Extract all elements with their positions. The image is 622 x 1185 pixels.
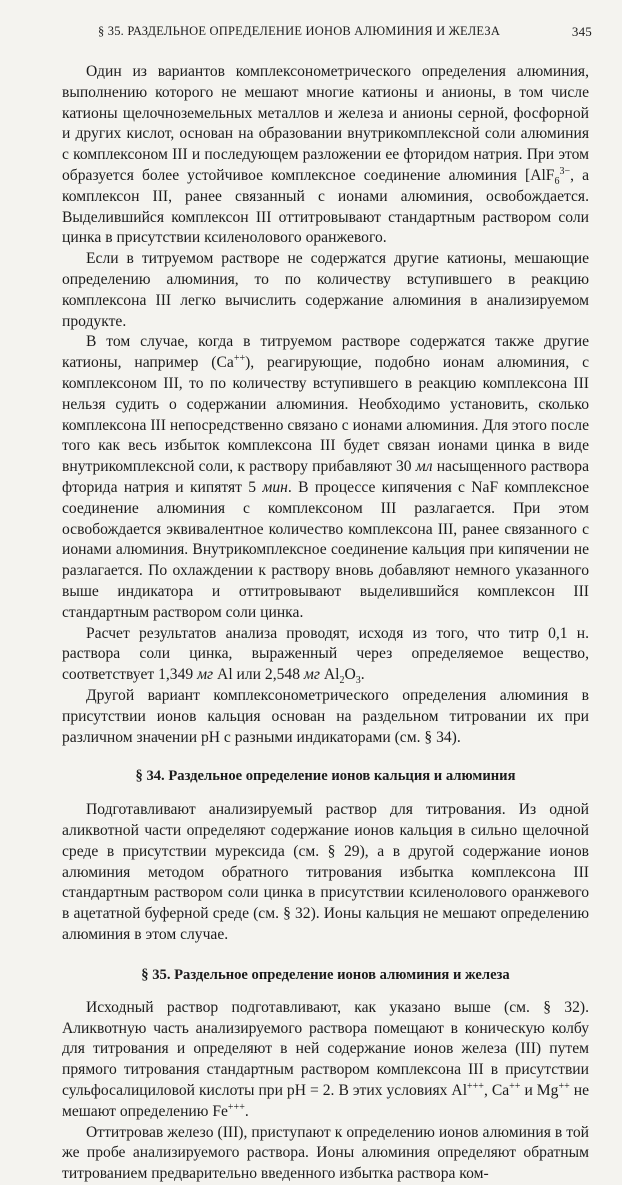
paragraph-6: Подготавливают анализируемый раствор для титрования. Из одной аликвотной части определяют содержание ионов кальция в сильно щелочной среде в присутствии мурексида (см. § 29), а в другой содержание ионов алюминия методом обратного титрования избытка комплексона III стандартным раствором соли цинка в присутствии ксиленолового оранжевого в ацетатной буферной среде (см. § 32). Ионы кальция не мешают определению алюминия в этом случае.: [62, 801, 589, 944]
paragraph-4: Расчет результатов анализа проводят, исходя из того, что титр 0,1 н. раствора соли цинка, выраженный через определяемое вещество, соответствует 1,349 мг Al или 2,548 мг $Al_2O_3$.: [62, 624, 589, 687]
body-text: [62, 62, 589, 1185]
paragraph-5: Другой вариант комплексонометрического определения алюминия в присутствии ионов кальция основан на раздельном титровании их при различном значении pH с разными индикаторами (см. § 34).: [62, 686, 589, 746]
section-heading-34: § 34. Раздельное определение ионов кальция и алюминия: [135, 768, 516, 785]
paragraph-3: В том случае, когда в титруемом растворе содержатся также другие катионы, например (Ca++), реагирующие, подобно ионам алюминия, с комплексоном III, то по количеству вступившего в реакцию комплексона III нельзя судить о содержании алюминия. Необходимо установить, сколько комплексона III непосредственно связано с ионами алюминия. Для этого после того как весь избыток комплексона III будет связан ионами цинка в виде внутрикомплексной соли, к раствору прибавляют 30 мл насыщенного раствора фторида натрия и кипятят 5 мин. В процессе кипячения с NaF комплексное соединение алюминия с комплексоном III разлагается. При этом освобождается эквивалентное количество комплексона III, ранее связанного с ионами алюминия. Внутрикомплексное соединение кальция при кипячении не разлагается. По охлаждении к раствору вновь добавляют немного указанного выше индикатора и оттитровывают выделившийся комплексон III стандартным раствором соли цинка.: [62, 333, 589, 621]
running-title: § 35. РАЗДЕЛЬНОЕ ОПРЕДЕЛЕНИЕ ИОНОВ АЛЮМИНИЯ И ЖЕЛЕЗА: [98, 24, 501, 38]
paragraph-2: Если в титруемом растворе не содержатся другие катионы, мешающие определению алюминия, то по количеству вступившего в реакцию комплексона III легко вычислить содержание алюминия в анализируемом продукте.: [62, 250, 589, 330]
paragraph-7: Исходный раствор подготавливают, как указано выше (см. § 32). Аликвотную часть анализируемого раствора помещают в коническую колбу для титрования и определяют в ней содержание ионов железа (III) путем прямого титрования стандартным раствором комплексона III в присутствии сульфосалициловой кислоты при pH = 2. В этих условиях Al+++, Ca++ и Mg++ не мешают определению Fe+++.: [62, 998, 589, 1120]
section-heading-35: § 35. Раздельное определение ионов алюминия и железа: [141, 966, 510, 983]
page-number: 345: [571, 24, 592, 39]
paragraph-1: Один из вариантов комплексонометрического определения алюминия, выполнению которого не мешают многие катионы и анионы, в том числе катионы щелочноземельных металлов и железа и анионы серной, фосфорной и других кислот, основан на образовании внутрикомплексной соли алюминия с комплексоном III и последующем разложении ее фторидом натрия. При этом образуется более устойчивое комплексное соединение алюминия [AlF$_6^{3-}$, а комплексон III, ранее связанный с ионами алюминия, освобождается. Выделившийся комплексон III оттитровывают стандартным раствором соли цинка в присутствии ксиленолового оранжевого.: [62, 63, 590, 247]
paragraph-8: Оттитровав железо (III), приступают к определению ионов алюминия в той же пробе анализируемого раствора. Ионы алюминия определяют обратным титрованием предварительно введенного избытка раствора ком-: [62, 1123, 589, 1183]
